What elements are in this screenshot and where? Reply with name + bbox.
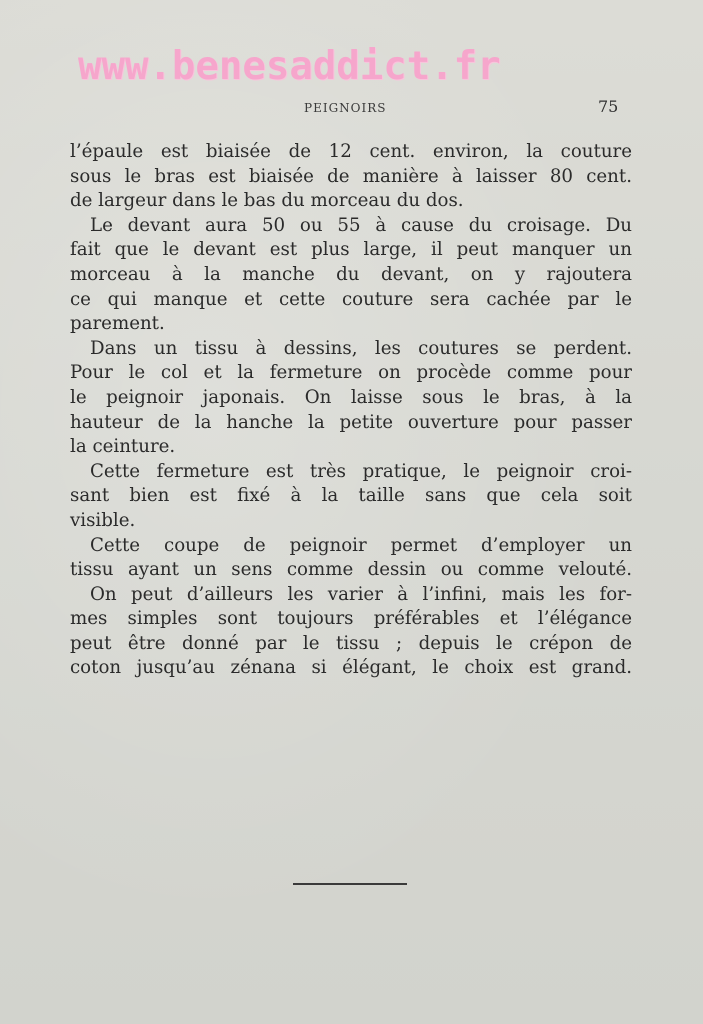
- running-header-title: PEIGNOIRS: [304, 101, 387, 115]
- text-line: la ceinture.: [70, 436, 176, 458]
- text-line: parement.: [70, 313, 165, 335]
- text-line: ce qui manque et cette couture sera cachée par le: [70, 288, 632, 310]
- paragraph: [70, 583, 632, 681]
- text-line: l’épaule est biaisée de 12 cent. environ, la couture: [70, 141, 632, 162]
- body-text: [70, 140, 632, 681]
- paragraph: [70, 337, 632, 460]
- text-line: visible.: [70, 509, 136, 531]
- text-line: de largeur dans le bas du morceau du dos.: [70, 190, 464, 212]
- text-line: Dans un tissu à dessins, les coutures se perdent.: [90, 337, 632, 359]
- paragraph: [70, 140, 632, 214]
- chapter-end-rule: [293, 883, 407, 885]
- website-watermark: www.benesaddict.fr: [78, 44, 501, 89]
- text-line: coton jusqu’au zénana si élégant, le choix est grand.: [70, 657, 632, 679]
- text-line: Cette coupe de peignoir permet d’employer un: [90, 534, 632, 556]
- paragraph: [70, 534, 632, 583]
- paragraph: [70, 214, 632, 337]
- text-line: fait que le devant est plus large, il peut manquer un: [70, 239, 632, 261]
- paragraph: [70, 460, 632, 534]
- text-line: Cette fermeture est très pratique, le peignoir croi-: [90, 460, 632, 482]
- text-line: le peignoir japonais. On laisse sous le bras, à la: [70, 386, 632, 408]
- text-line: Pour le col et la fermeture on procède comme pour: [70, 362, 632, 384]
- text-line: morceau à la manche du devant, on y rajoutera: [70, 263, 632, 285]
- text-line: mes simples sont toujours préférables et l’élégance: [70, 608, 632, 630]
- text-line: peut être donné par le tissu ; depuis le crépon de: [70, 632, 632, 654]
- text-line: sous le bras est biaisée de manière à laisser 80 cent.: [70, 165, 632, 187]
- text-line: tissu ayant un sens comme dessin ou comme velouté.: [70, 559, 632, 581]
- text-line: Le devant aura 50 ou 55 à cause du croisage. Du: [90, 214, 632, 236]
- text-line: sant bien est fixé à la taille sans que cela soit: [70, 485, 632, 507]
- page-number: 75: [598, 97, 619, 116]
- text-line: hauteur de la hanche la petite ouverture pour passer: [70, 411, 632, 433]
- text-line: On peut d’ailleurs les varier à l’infini, mais les for-: [90, 583, 632, 605]
